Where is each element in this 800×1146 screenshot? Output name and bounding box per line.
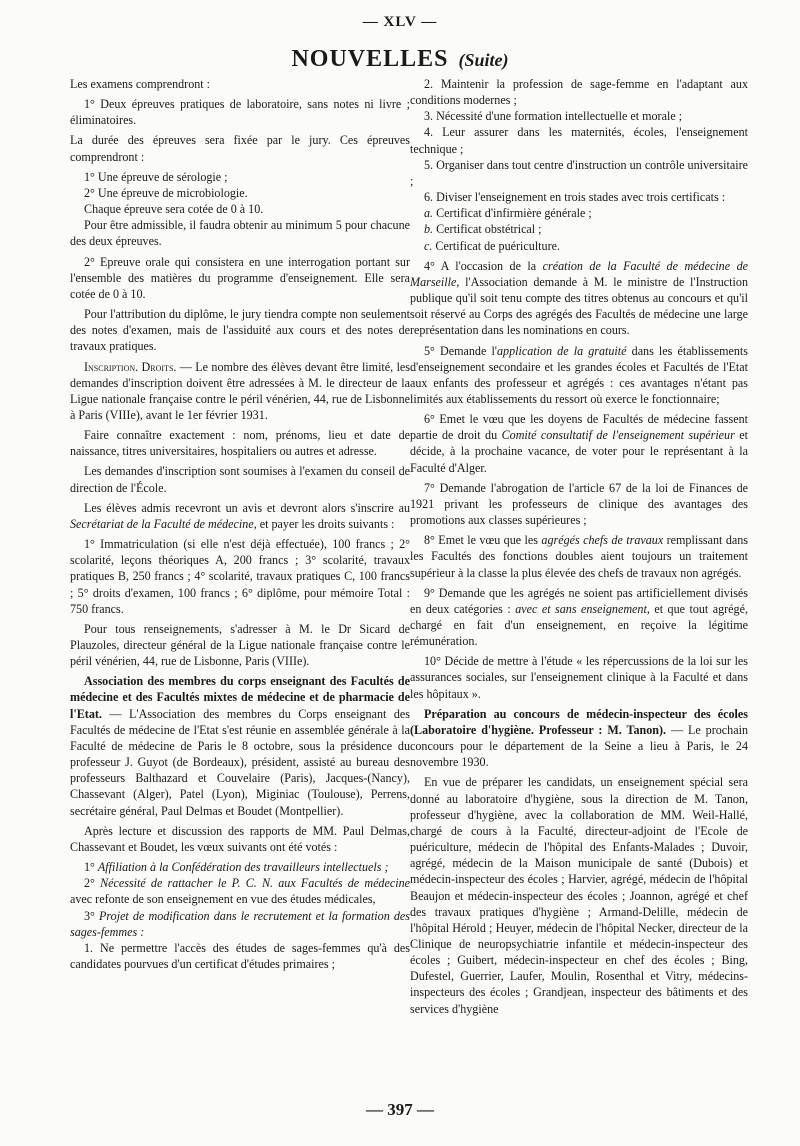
text-run: dans les établissements d'enseignement secondaire et les grandes écoles et Facultés de l'Etat aux enfants des professeur et agrégés : ces avantages n'étant pas limités aux établissements du ressort où exerce le fonctionnaire; [410, 343, 748, 406]
paragraph: La durée des épreuves sera fixée par le jury. Ces épreuves comprendront : [70, 133, 410, 164]
inscription-body: — Le nombre des élèves devant être limité, les demandes d'inscription doivent être adressées à M. le directeur de la Ligue nationale française contre le péril vénérien, 44, rue de Lisbonne à Paris (VIIIe), avant le 1er février 1931. [70, 359, 410, 422]
italic-run: Affiliation à la Confédération des travailleurs intellectuels ; [97, 860, 389, 875]
paragraph [410, 221, 748, 237]
paragraph: 4. Leur assurer dans les maternités, écoles, l'enseignement technique ; [410, 125, 748, 156]
association-heading: Association des membres du corps enseignant des Facultés de médecine et des Facultés mixtes de médecine et de pharmacie de l'Etat. [70, 674, 410, 721]
paragraph [410, 238, 748, 254]
paragraph: 1° Immatriculation (si elle n'est déjà effectuée), 100 francs ; 2° scolarité, leçons théoriques A, 200 francs ; 3° scolarité, travaux pratiques B, 250 francs ; 4° scolarité, travaux pratiques C, 100 francs ; 5° droits d'examen, 100 francs ; 6° diplôme, pour mémoire Total : 750 francs. [70, 537, 410, 616]
text-run: 2° [84, 876, 101, 891]
text-run: et décide, à la prochaine vacance, de voter pour le représentant à la Faculté d'Alger. [410, 428, 748, 475]
paragraph [410, 343, 748, 408]
section-title [0, 46, 800, 73]
paragraph: 3. Nécessité d'une formation intellectuelle et morale ; [424, 109, 683, 124]
paragraph: 1° Deux épreuves pratiques de laboratoire, sans notes ni livre ; éliminatoires. [70, 97, 410, 128]
paragraph [70, 859, 410, 875]
inscription-heading: Inscription. Droits. [84, 359, 177, 374]
preparation-body: — Le prochain concours pour le département de la Seine a lieu à Paris, le 24 novembre 1930. [410, 722, 748, 770]
text-run: 8° Emet le vœu que les [424, 533, 542, 548]
paragraph [410, 706, 748, 771]
text-run: 6° Emet le vœu que les doyens de Facultés de médecine fassent partie de droit du [410, 412, 748, 443]
paragraph [410, 205, 748, 221]
italic-run: Secrétariat de la Faculté de médecine [70, 516, 254, 531]
paragraph: En vue de préparer les candidats, un enseignement spécial sera donné au laboratoire d'hygiène, sous la direction de M. Tanon, professeur d'hygiène, avec la collaboration de MM. Weil-Hallé, chargé de cours à la Faculté, directeur-adjoint de l'Ecole de puériculture, médecin de l'hôpital des Enfants-Malades ; Duvoir, agrégé, médecin de la Maison municipale de santé (Dubois) et médecin-inspecteur des écoles ; Harvier, agrégé, médecin de l'hôpital Beaujon et médecin-inspecteur des écoles ; Joannon, agrégé et chef des travaux pratiques d'hygiène ; Armand-Delille, médecin de l'hôpital Hérold ; Heuyer, médecin de l'hôpital Necker, directeur de la Clinique de neuropsychiatrie infantile et médecin-inspecteur des écoles ; Guibert, médecin-inspecteur en chef des écoles ; Bing, Dufestel, Guerrier, Laufer, Moulin, Rosenthal et Vitry, médecins-inspecteurs des écoles ; Grandjean, inspecteur des bâtiments et des services d'hygiène [410, 775, 748, 1016]
paragraph: 2° Une épreuve de microbiologie. [84, 185, 248, 200]
italic-run: agrégés chefs de travaux [541, 533, 664, 548]
paragraph [70, 500, 410, 532]
paragraph: 5. Organiser dans tout centre d'instruction un contrôle universitaire ; [410, 157, 748, 188]
title-text: NOUVELLES [291, 46, 449, 72]
text-run: , l'Association demande à M. le ministre de l'Instruction publique qu'il soit tenu compte des titres obtenus au concours et qu'il soit réservé au Corps des agrégés des Facultés de médecine une large représentation dans les nominations en cours. [410, 274, 748, 338]
paragraph: Après lecture et discussion des rapports de MM. Paul Delmas, Chassevant et Boudet, les vœux suivants ont été votés : [70, 823, 410, 854]
title-suite: (Suite) [458, 50, 509, 70]
paragraph: Les examens comprendront : [70, 77, 211, 91]
association-body: — L'Association des membres du Corps enseignant des Facultés de médecine de l'Etat s'est réunie en assemblée générale à la Faculté de médecine de Paris le 8 octobre, sous la présidence du professeur J. Guyot (de Bordeaux), président, assisté au bureau des professeurs Balthazard et Couvelaire (Paris), Jacques-(Nancy), Chassevant (Alger), Patel (Lyon), Miginiac (Toulouse), Perrens, secrétaire général, Paul Delmas et Boudet (Montpellier). [70, 706, 410, 818]
text-run: , et que tout agrégé, chargé en fait d'un enseignement, en reçoive la légitime rémunération. [410, 601, 748, 649]
paragraph: 6. Diviser l'enseignement en trois stades avec trois certificats : [424, 190, 726, 205]
text-run: Certificat obstétrical ; [433, 222, 542, 237]
paragraph: 2. Maintenir la profession de sage-femme en l'adaptant aux conditions modernes ; [410, 77, 748, 108]
left-column [70, 76, 410, 1096]
preparation-heading: Préparation au concours de médecin-inspecteur des écoles (Laboratoire d'hygiène. Professeur : M. Tanon). [410, 706, 748, 737]
paragraph [70, 359, 410, 424]
paragraph: Faire connaître exactement : nom, prénoms, lieu et date de naissance, titres universitaires, hospitaliers ou autres et adresse. [70, 428, 410, 459]
list-letter: a. [424, 206, 434, 221]
paragraph: 2° Epreuve orale qui consistera en une interrogation portant sur l'ensemble des matières du programme d'enseignement. Elle sera cotée de 0 à 10. [70, 254, 410, 301]
list-letter: b. [424, 222, 434, 237]
text-run: 9° Demande que les agrégés ne soient pas artificiellement divisés en deux catégories : [410, 585, 748, 616]
text-run: 4° A l'occasion de la [424, 258, 543, 273]
text-run: Certificat d'infirmière générale ; [433, 206, 592, 221]
paragraph: 7° Demande l'abrogation de l'article 67 de la loi de Finances de 1921 privant les professeurs de clinique des avantages des promotions aux classes supérieures ; [410, 480, 748, 528]
paragraph [70, 875, 410, 907]
text-run: Certificat de puériculture. [432, 238, 561, 253]
paragraph: Pour être admissible, il faudra obtenir au minimum 5 pour chacune des deux épreuves. [70, 218, 410, 249]
list-letter: c. [424, 238, 433, 253]
italic-run: Nécessité de rattacher le P. C. N. aux Facultés de médecine [100, 876, 410, 891]
text-run: 5° Demande l' [424, 343, 497, 358]
text-run: 1° [84, 860, 98, 875]
paragraph: Pour l'attribution du diplôme, le jury tiendra compte non seulement des notes d'examen, mais de l'assiduité aux cours et des notes de travaux pratiques. [70, 307, 410, 354]
italic-run: Projet de modification dans le recrutement et la formation des sages-femmes : [70, 908, 410, 939]
page-number: — 397 — [366, 1100, 434, 1119]
paragraph [410, 532, 748, 580]
paragraph [410, 258, 748, 339]
roman-page-number: — XLV — [362, 14, 438, 30]
paragraph: 1° Une épreuve de sérologie ; [84, 169, 228, 184]
italic-run: Comité consultatif de l'enseignement supérieur [501, 428, 735, 443]
paragraph: Pour tous renseignements, s'adresser à M. le Dr Sicard de Plauzoles, directeur général de la Ligue nationale française contre le péril vénérien, 44, rue de Lisbonne, Paris (VIIIe). [70, 621, 410, 669]
paragraph [410, 585, 748, 650]
text-run: avec refonte de son enseignement en vue des études médicales, [70, 892, 376, 907]
paragraph [70, 908, 410, 940]
italic-run: application de la gratuité [496, 343, 627, 358]
paragraph [70, 673, 410, 818]
right-column [410, 76, 748, 1096]
paragraph: 1. Ne permettre l'accès des études de sages-femmes qu'à des candidates pourvues d'un certificat d'études primaires ; [70, 940, 410, 971]
text-run: Les élèves admis recevront un avis et devront alors s'inscrire au [84, 500, 410, 515]
italic-run: création de la Faculté de médecine de Marseille [410, 258, 748, 289]
paragraph [410, 411, 748, 476]
paragraph: 10° Décide de mettre à l'étude « les répercussions de la loi sur les assurances sociales, sur l'enseignement clinique à la Faculté et dans les hôpitaux ». [410, 654, 748, 701]
text-run: 3° [84, 908, 100, 923]
paragraph: Les demandes d'inscription sont soumises à l'examen du conseil de direction de l'École. [70, 464, 410, 495]
paragraph: Chaque épreuve sera cotée de 0 à 10. [84, 202, 264, 217]
text-run: remplissant dans les Facultés des fonctions doubles aient toujours un traitement supérieur à la classe la plus élevée des chefs de travaux non agrégés. [410, 533, 748, 580]
italic-run: avec et sans enseignement [515, 601, 647, 616]
text-run: , et payer les droits suivants : [253, 516, 395, 531]
